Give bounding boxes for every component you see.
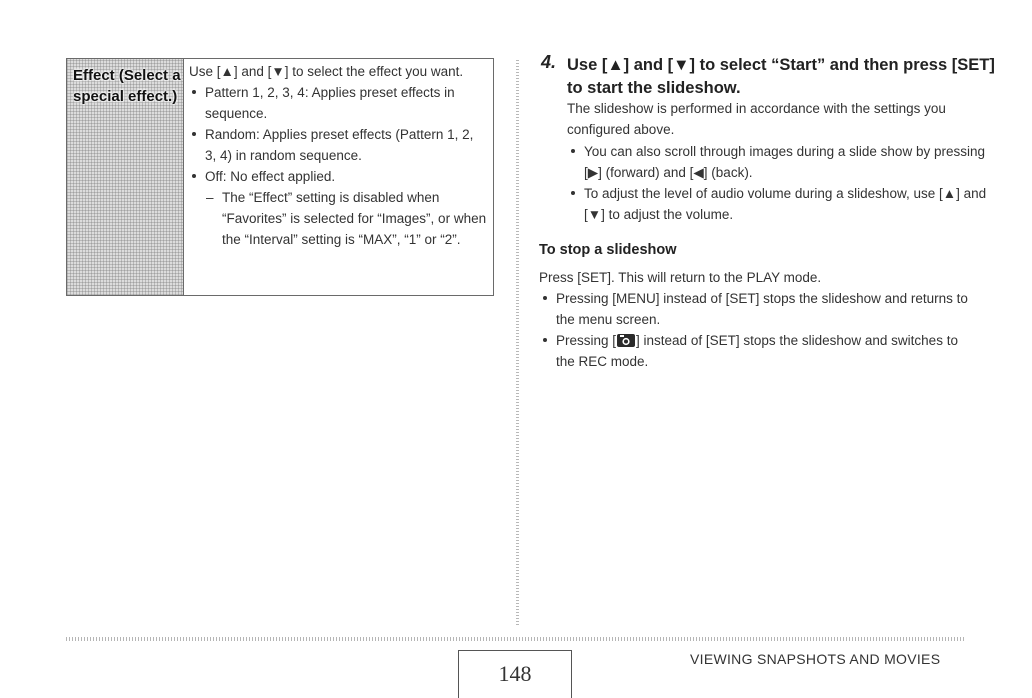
step-bullets [567, 141, 987, 225]
list-item: Pressing [MENU] instead of [SET] stops the slideshow and returns to the menu screen. [539, 288, 979, 330]
setting-lead-text: Use [▲] and [▼] to select the effect you want. [189, 64, 464, 79]
list-item: Off: No effect applied. [188, 166, 488, 187]
step-number: 4. [541, 52, 557, 72]
list-item: Pattern 1, 2, 3, 4: Applies preset effects in sequence. [188, 82, 488, 124]
stop-bullets [539, 288, 979, 372]
stop-slideshow-body [539, 267, 979, 372]
setting-label-cell [67, 59, 184, 295]
bullet-text-pre: Pressing [ [556, 333, 617, 348]
list-item: Random: Applies preset effects (Pattern 1, 2, 3, 4) in random sequence. [188, 124, 488, 166]
effect-options-list [188, 82, 488, 187]
settings-table [66, 58, 494, 296]
step-body [567, 98, 987, 225]
setting-description [188, 61, 488, 250]
dash-marker: – [206, 190, 214, 205]
setting-label: Effect (Select a special effect.) [73, 67, 181, 105]
effect-note-text: The “Effect” setting is disabled when “Favorites” is selected for “Images”, or when the “Interval” setting is “MAX”, “1” or “2”. [222, 190, 487, 247]
list-item: You can also scroll through images during a slide show by pressing [▶] (forward) and [◀] (back). [567, 141, 987, 183]
page-number: 148 [458, 650, 572, 698]
list-item: To adjust the level of audio volume during a slideshow, use [▲] and [▼] to adjust the volume. [567, 183, 987, 225]
stop-slideshow-heading: To stop a slideshow [539, 242, 677, 258]
list-item [539, 330, 979, 372]
section-title: VIEWING SNAPSHOTS AND MOVIES [690, 651, 941, 667]
stop-body-text: Press [SET]. This will return to the PLAY mode. [539, 270, 822, 285]
column-divider [516, 60, 519, 626]
step-heading: Use [▲] and [▼] to select “Start” and then press [SET] to start the slideshow. [567, 56, 995, 97]
footer-rule [66, 637, 966, 641]
step-body-text: The slideshow is performed in accordance with the settings you configured above. [567, 101, 946, 137]
camera-icon [617, 334, 635, 347]
effect-note [188, 187, 488, 250]
bullet-text-post: ] instead of [SET] stops the slideshow and switches to the REC mode. [556, 333, 958, 369]
